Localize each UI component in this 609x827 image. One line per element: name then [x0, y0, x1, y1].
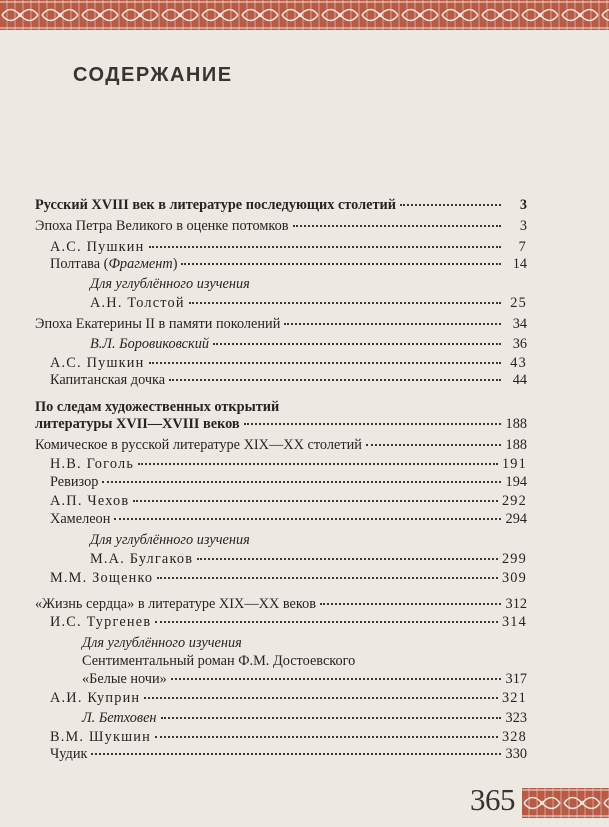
entry-title: А.Н. Толстой	[90, 295, 185, 311]
entry-title: «Белые ночи»	[82, 671, 167, 687]
entry-page: 323	[505, 710, 527, 726]
dot-leader	[91, 753, 501, 755]
entry-title: А.С. Пушкин	[50, 239, 145, 255]
entry-page: 328	[501, 729, 527, 745]
toc-entry[interactable]	[35, 596, 527, 613]
toc-entry[interactable]	[82, 671, 527, 688]
entry-page: 314	[501, 614, 527, 630]
entry-page: 188	[505, 437, 527, 453]
entry-title: Ревизор	[50, 474, 99, 490]
toc-entry[interactable]	[90, 336, 527, 353]
toc-entry[interactable]	[50, 239, 527, 256]
entry-title: Эпоха Петра Великого в оценке потомков	[35, 218, 289, 234]
toc-entry[interactable]	[50, 729, 527, 746]
dot-leader	[102, 481, 501, 483]
bottom-ornament-band	[522, 788, 609, 818]
toc-entry[interactable]	[50, 493, 527, 510]
entry-title: М.М. Зощенко	[50, 570, 154, 586]
entry-title: А.П. Чехов	[50, 493, 130, 509]
dot-leader	[171, 678, 501, 680]
dot-leader	[320, 603, 501, 605]
dot-leader	[244, 423, 501, 425]
dot-leader	[149, 362, 501, 364]
dot-leader	[149, 246, 501, 248]
section-label: Для углублённого изучения	[82, 635, 242, 651]
toc-entry[interactable]	[50, 570, 527, 587]
dot-leader	[114, 518, 501, 520]
toc-entry[interactable]	[35, 218, 527, 235]
toc-entry[interactable]	[35, 416, 527, 433]
entry-title: М.А. Булгаков	[90, 551, 194, 567]
entry-page: 294	[505, 511, 527, 527]
ornament-pattern-icon	[522, 788, 609, 818]
toc-entry[interactable]	[90, 295, 527, 312]
dot-leader	[155, 621, 498, 623]
entry-title: литературы XVII—XVIII веков	[35, 416, 240, 432]
entry-page: 3	[519, 218, 527, 234]
entry-title: Л. Бетховен	[82, 710, 157, 726]
dot-leader	[293, 225, 501, 227]
dot-leader	[157, 577, 498, 579]
toc-entry[interactable]	[35, 197, 527, 214]
toc-heading: СОДЕРЖАНИЕ	[73, 64, 233, 86]
toc-entry[interactable]	[82, 710, 527, 727]
dot-leader	[366, 444, 501, 446]
dot-leader	[400, 204, 501, 206]
toc-entry[interactable]	[50, 690, 527, 707]
toc-entry-title-line: Сентиментальный роман Ф.М. Достоевского	[82, 653, 356, 669]
dot-leader	[181, 263, 501, 265]
entry-title: И.С. Тургенев	[50, 614, 152, 630]
entry-page: 7	[518, 239, 527, 255]
section-label: Для углублённого изучения	[90, 276, 250, 292]
toc-entry[interactable]	[50, 746, 527, 763]
toc-entry[interactable]	[50, 474, 527, 491]
dot-leader	[155, 736, 498, 738]
entry-title: Полтава (Фрагмент)	[50, 256, 178, 272]
dot-leader	[169, 379, 501, 381]
toc-entry[interactable]	[35, 437, 527, 454]
entry-title: В.М. Шукшин	[50, 729, 151, 745]
entry-title: Капитанская дочка	[50, 372, 166, 388]
entry-page: 317	[505, 671, 527, 687]
entry-title: Русский XVIII век в литературе последующих столетий	[35, 197, 396, 213]
dot-leader	[284, 323, 501, 325]
entry-title: Хамелеон	[50, 511, 111, 527]
dot-leader	[138, 463, 498, 465]
entry-title: Н.В. Гоголь	[50, 456, 135, 472]
entry-page: 44	[512, 372, 527, 388]
dot-leader	[161, 717, 501, 719]
entry-title: В.Л. Боровиковский	[90, 336, 210, 352]
entry-page: 43	[510, 355, 527, 371]
toc-entry[interactable]	[35, 316, 527, 333]
entry-title: А.И. Куприн	[50, 690, 141, 706]
toc-entry[interactable]	[50, 372, 527, 389]
toc-entry[interactable]	[50, 256, 527, 273]
entry-page: 14	[512, 256, 527, 272]
toc-entry[interactable]	[50, 614, 527, 631]
entry-page: 36	[512, 336, 527, 352]
entry-page: 321	[501, 690, 527, 706]
toc-entry[interactable]	[90, 551, 527, 568]
dot-leader	[189, 302, 501, 304]
dot-leader	[144, 697, 498, 699]
entry-title: Чудик	[50, 746, 88, 762]
entry-title: Эпоха Екатерины II в памяти поколений	[35, 316, 281, 332]
toc-entry[interactable]	[50, 355, 527, 372]
page-number: 365	[470, 782, 515, 817]
dot-leader	[197, 558, 498, 560]
entry-page: 299	[501, 551, 527, 567]
entry-page: 3	[519, 197, 527, 213]
entry-page: 309	[501, 570, 527, 586]
dot-leader	[133, 500, 498, 502]
entry-page: 330	[505, 746, 527, 762]
entry-page: 188	[505, 416, 527, 432]
section-label: Для углублённого изучения	[90, 532, 250, 548]
entry-page: 25	[510, 295, 527, 311]
entry-page: 194	[505, 474, 527, 490]
entry-title: Комическое в русской литературе XIX—XX столетий	[35, 437, 362, 453]
entry-page: 34	[512, 316, 527, 332]
entry-title: «Жизнь сердца» в литературе XIX—XX веков	[35, 596, 316, 612]
entry-page: 292	[501, 493, 527, 509]
toc-entry[interactable]	[50, 456, 527, 473]
entry-page: 191	[501, 456, 527, 472]
entry-page: 312	[505, 596, 527, 612]
entry-title: А.С. Пушкин	[50, 355, 145, 371]
toc-entry-title-line: По следам художественных открытий	[35, 399, 280, 415]
toc-entry[interactable]	[50, 511, 527, 528]
dot-leader	[213, 343, 501, 345]
